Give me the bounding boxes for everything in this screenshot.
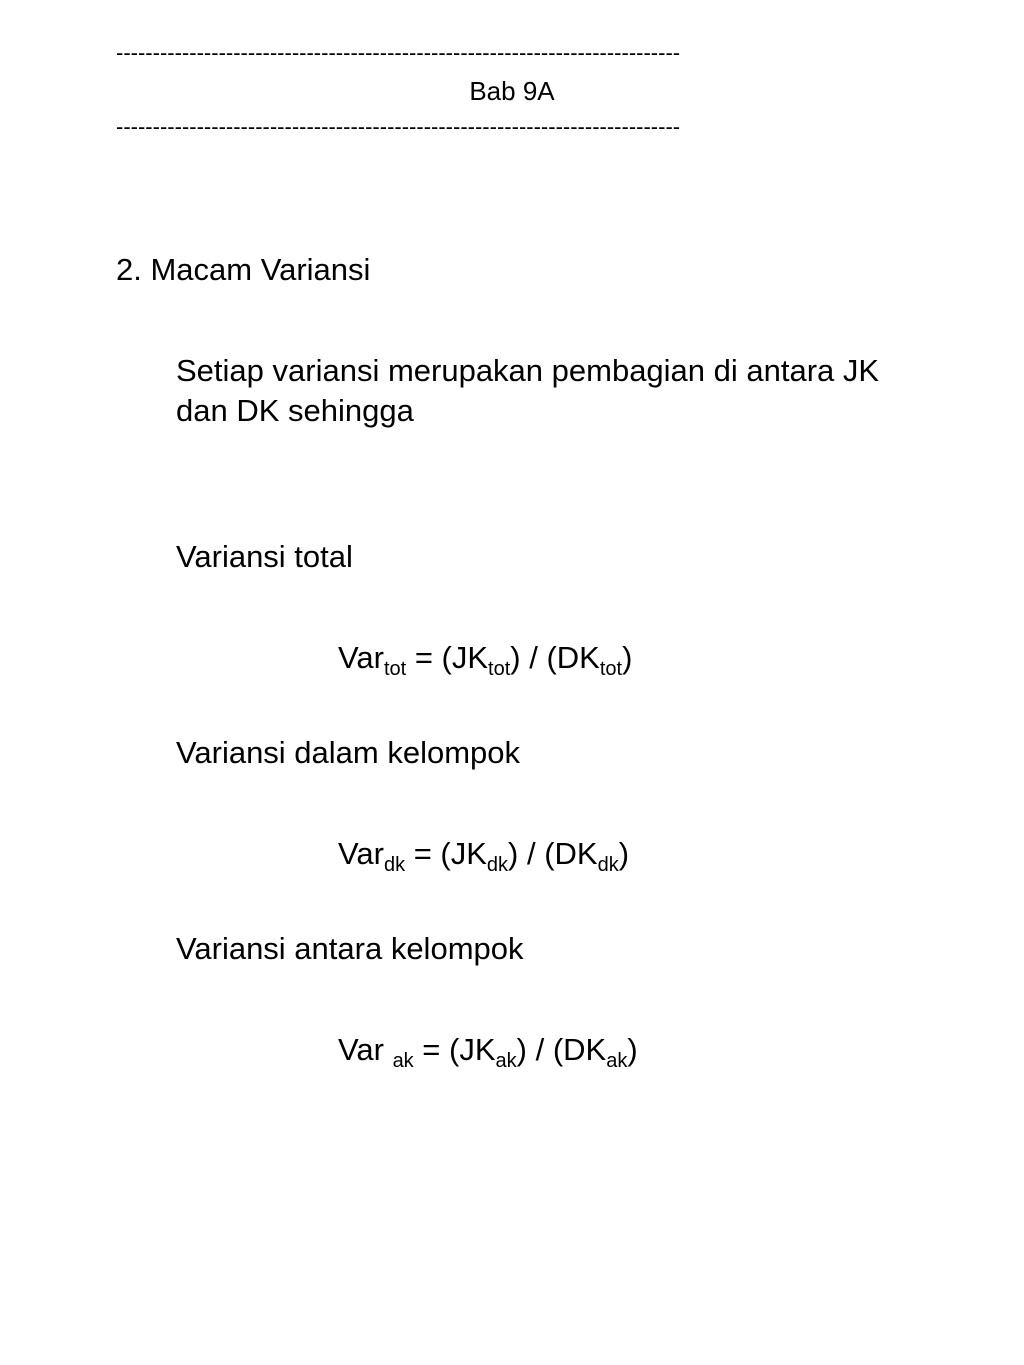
page-title: Bab 9A — [469, 76, 555, 106]
formula-dk-subscript: ak — [606, 1050, 628, 1072]
formula-dk-subscript: tot — [599, 658, 623, 680]
formula-equals-jk: = (JK — [413, 1032, 496, 1067]
variance-between-formula — [338, 1032, 638, 1072]
intro-paragraph-line: dan DK sehingga — [176, 393, 414, 428]
formula-divide-dk: ) / (DK — [510, 640, 600, 675]
intro-paragraph-line: Setiap variansi merupakan pembagian di antara JK — [176, 353, 880, 388]
formula-var-subscript: ak — [392, 1050, 414, 1072]
formula-equals-jk: = (JK — [405, 836, 487, 871]
variance-total-heading: Variansi total — [176, 539, 353, 574]
section-title: 2. Macam Variansi — [116, 252, 371, 287]
variance-within-formula — [338, 836, 630, 876]
formula-var: Var — [338, 640, 384, 675]
intro-paragraph — [176, 351, 976, 431]
formula-var-subscript: tot — [383, 658, 407, 680]
formula-divide-dk: ) / (DK — [508, 836, 598, 871]
header-rule-top: ----------------------------------------------------------------------------- — [116, 40, 681, 65]
variance-within-heading: Variansi dalam kelompok — [176, 735, 521, 770]
formula-close: ) — [618, 836, 630, 871]
formula-jk-subscript: dk — [486, 854, 509, 876]
variance-total-formula — [338, 640, 633, 680]
formula-close: ) — [622, 640, 633, 675]
formula-var: Var — [338, 836, 384, 871]
formula-jk-subscript: tot — [488, 658, 511, 680]
formula-dk-subscript: dk — [597, 854, 619, 876]
formula-var: Var — [338, 1032, 393, 1067]
formula-jk-subscript: ak — [495, 1050, 517, 1072]
header-rule-bottom: ----------------------------------------------------------------------------- — [116, 114, 681, 139]
formula-close: ) — [627, 1032, 638, 1067]
variance-between-heading: Variansi antara kelompok — [176, 931, 524, 966]
formula-divide-dk: ) / (DK — [516, 1032, 607, 1067]
formula-equals-jk: = (JK — [406, 640, 489, 675]
formula-var-subscript: dk — [383, 854, 406, 876]
